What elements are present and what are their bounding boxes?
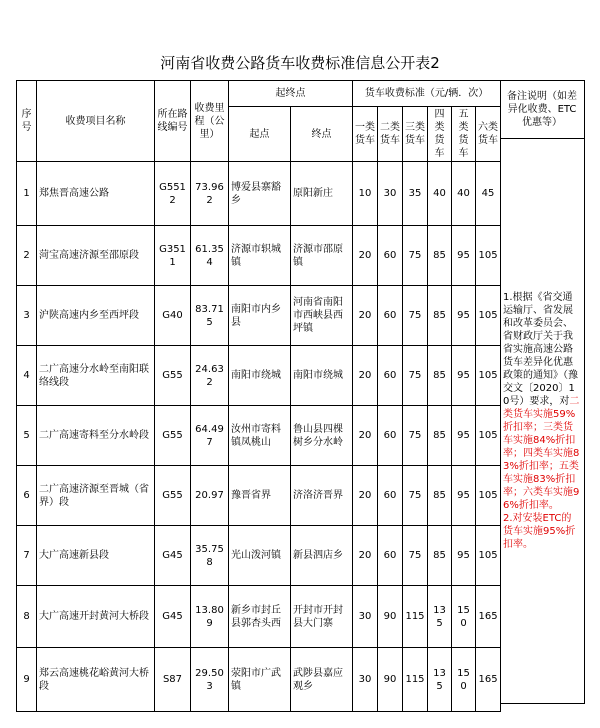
fee-class-6: 165 bbox=[476, 648, 501, 712]
project-name: 二广高速济源至晋城（省界）段 bbox=[37, 466, 155, 526]
table-row bbox=[17, 466, 501, 526]
fee-class-4: 40 bbox=[428, 162, 452, 226]
row-index: 3 bbox=[17, 286, 37, 346]
fee-class-3: 115 bbox=[403, 586, 428, 648]
route-code: G45 bbox=[155, 526, 191, 586]
table-row bbox=[17, 406, 501, 466]
route-code: G5512 bbox=[155, 162, 191, 226]
header-class: 六类货车 bbox=[476, 107, 501, 162]
fee-class-6: 105 bbox=[476, 286, 501, 346]
fee-class-3: 115 bbox=[403, 648, 428, 712]
header-end: 终点 bbox=[291, 107, 353, 162]
table-row bbox=[17, 226, 501, 286]
page-title: 河南省收费公路货车收费标准信息公开表2 bbox=[160, 54, 440, 72]
fee-class-4: 85 bbox=[428, 346, 452, 406]
fee-class-4: 85 bbox=[428, 526, 452, 586]
start-point: 光山泼河镇 bbox=[229, 526, 291, 586]
end-point: 河南省南阳市西峡县西坪镇 bbox=[291, 286, 353, 346]
fee-class-6: 105 bbox=[476, 526, 501, 586]
fee-class-4: 85 bbox=[428, 286, 452, 346]
fee-class-2: 90 bbox=[378, 586, 403, 648]
fee-class-5: 95 bbox=[452, 286, 476, 346]
remarks-note-1: 1.根据《省交通运输厅、省发展和改革委员会、省财政厅关于我省实施高速公路货车差异化优惠政策的通知》（豫交文〔2020〕10号）要求，对 bbox=[503, 292, 578, 407]
row-index: 2 bbox=[17, 226, 37, 286]
start-point: 新乡市封丘县郭杏头西 bbox=[229, 586, 291, 648]
end-point: 原阳新庄 bbox=[291, 162, 353, 226]
fee-class-4: 85 bbox=[428, 466, 452, 526]
fee-class-6: 105 bbox=[476, 226, 501, 286]
start-point: 荥阳市广武镇 bbox=[229, 648, 291, 712]
end-point: 济源市邵原镇 bbox=[291, 226, 353, 286]
end-point: 济洛济晋界 bbox=[291, 466, 353, 526]
fee-class-1: 20 bbox=[353, 226, 378, 286]
fee-class-5: 150 bbox=[452, 648, 476, 712]
row-index: 7 bbox=[17, 526, 37, 586]
fee-class-5: 150 bbox=[452, 586, 476, 648]
header-project: 收费项目名称 bbox=[37, 81, 155, 162]
fee-class-1: 10 bbox=[353, 162, 378, 226]
fee-class-3: 75 bbox=[403, 406, 428, 466]
fee-class-1: 20 bbox=[353, 526, 378, 586]
fee-class-1: 30 bbox=[353, 586, 378, 648]
mileage: 61.354 bbox=[191, 226, 229, 286]
fee-class-2: 60 bbox=[378, 286, 403, 346]
end-point: 新县泗店乡 bbox=[291, 526, 353, 586]
mileage: 73.962 bbox=[191, 162, 229, 226]
project-name: 二广高速分水岭至南阳联络线段 bbox=[37, 346, 155, 406]
fee-class-5: 95 bbox=[452, 406, 476, 466]
mileage: 83.715 bbox=[191, 286, 229, 346]
fee-class-3: 75 bbox=[403, 526, 428, 586]
fee-class-6: 105 bbox=[476, 466, 501, 526]
fee-class-5: 40 bbox=[452, 162, 476, 226]
end-point: 南阳市绕城 bbox=[291, 346, 353, 406]
row-index: 5 bbox=[17, 406, 37, 466]
fee-table bbox=[16, 80, 501, 712]
header-fee-standard: 货车收费标准（元/辆．次） bbox=[353, 81, 501, 107]
fee-class-5: 95 bbox=[452, 526, 476, 586]
project-name: 二广高速寄料至分水岭段 bbox=[37, 406, 155, 466]
mileage: 64.497 bbox=[191, 406, 229, 466]
fee-class-3: 35 bbox=[403, 162, 428, 226]
row-index: 6 bbox=[17, 466, 37, 526]
table-row bbox=[17, 286, 501, 346]
fee-class-5: 95 bbox=[452, 346, 476, 406]
header-class: 四类货车 bbox=[428, 107, 452, 162]
mileage: 13.809 bbox=[191, 586, 229, 648]
project-name: 大广高速新县段 bbox=[37, 526, 155, 586]
row-index: 9 bbox=[17, 648, 37, 712]
project-name: 大广高速开封黄河大桥段 bbox=[37, 586, 155, 648]
remarks-table bbox=[500, 80, 585, 704]
route-code: G55 bbox=[155, 406, 191, 466]
remarks-note-1-discounts: 二类货车实施59%折扣率；三类货车实施84%折扣率；四类车实施83%折扣率；五类车实施83%折扣率；六类车实施96%折扣率。 bbox=[503, 396, 580, 511]
row-index: 1 bbox=[17, 162, 37, 226]
fee-class-1: 20 bbox=[353, 286, 378, 346]
header-class: 五类货车 bbox=[452, 107, 476, 162]
mileage: 20.97 bbox=[191, 466, 229, 526]
end-point: 武陟县嘉应观乡 bbox=[291, 648, 353, 712]
route-code: G55 bbox=[155, 466, 191, 526]
fee-class-2: 60 bbox=[378, 466, 403, 526]
header-remarks: 备注说明（如差异化收费、ETC优惠等） bbox=[500, 81, 585, 139]
mileage: 35.758 bbox=[191, 526, 229, 586]
fee-class-3: 75 bbox=[403, 466, 428, 526]
header-index: 序号 bbox=[17, 81, 37, 162]
fee-class-2: 60 bbox=[378, 406, 403, 466]
fee-class-4: 85 bbox=[428, 226, 452, 286]
fee-class-2: 60 bbox=[378, 346, 403, 406]
remarks-cell bbox=[500, 139, 585, 704]
route-code: G45 bbox=[155, 586, 191, 648]
project-name: 沪陕高速内乡至西坪段 bbox=[37, 286, 155, 346]
project-name: 郑焦晋高速公路 bbox=[37, 162, 155, 226]
table-row bbox=[17, 346, 501, 406]
start-point: 济源市轵城镇 bbox=[229, 226, 291, 286]
fee-class-4: 135 bbox=[428, 648, 452, 712]
header-endpoints: 起终点 bbox=[229, 81, 353, 107]
fee-class-2: 90 bbox=[378, 648, 403, 712]
fee-class-6: 45 bbox=[476, 162, 501, 226]
end-point: 开封市开封县大门寨 bbox=[291, 586, 353, 648]
fee-class-2: 60 bbox=[378, 226, 403, 286]
route-code: G3511 bbox=[155, 226, 191, 286]
route-code: G40 bbox=[155, 286, 191, 346]
mileage: 29.503 bbox=[191, 648, 229, 712]
remarks-note-2: 2.对安装ETC的货车实施95%折扣率。 bbox=[503, 513, 576, 550]
fee-class-6: 165 bbox=[476, 586, 501, 648]
fee-class-3: 75 bbox=[403, 286, 428, 346]
row-index: 8 bbox=[17, 586, 37, 648]
project-name: 菏宝高速济源至邵原段 bbox=[37, 226, 155, 286]
route-code: S87 bbox=[155, 648, 191, 712]
header-class: 一类货车 bbox=[353, 107, 378, 162]
header-mileage: 收费里程（公里） bbox=[191, 81, 229, 162]
header-class: 三类货车 bbox=[403, 107, 428, 162]
fee-class-2: 60 bbox=[378, 526, 403, 586]
header-start: 起点 bbox=[229, 107, 291, 162]
route-code: G55 bbox=[155, 346, 191, 406]
fee-class-4: 135 bbox=[428, 586, 452, 648]
start-point: 豫晋省界 bbox=[229, 466, 291, 526]
fee-class-3: 75 bbox=[403, 226, 428, 286]
fee-class-5: 95 bbox=[452, 226, 476, 286]
fee-class-6: 105 bbox=[476, 406, 501, 466]
fee-class-1: 20 bbox=[353, 466, 378, 526]
end-point: 鲁山县四棵树乡分水岭 bbox=[291, 406, 353, 466]
table-row bbox=[17, 162, 501, 226]
table-row bbox=[17, 586, 501, 648]
fee-class-1: 20 bbox=[353, 346, 378, 406]
start-point: 汝州市寄料镇凤桃山 bbox=[229, 406, 291, 466]
fee-class-1: 20 bbox=[353, 406, 378, 466]
header-class: 二类货车 bbox=[378, 107, 403, 162]
row-index: 4 bbox=[17, 346, 37, 406]
fee-class-2: 30 bbox=[378, 162, 403, 226]
start-point: 博爱县寨豁乡 bbox=[229, 162, 291, 226]
fee-class-4: 85 bbox=[428, 406, 452, 466]
fee-class-6: 105 bbox=[476, 346, 501, 406]
mileage: 24.632 bbox=[191, 346, 229, 406]
table-row bbox=[17, 526, 501, 586]
start-point: 南阳市绕城 bbox=[229, 346, 291, 406]
fee-class-3: 75 bbox=[403, 346, 428, 406]
table-row bbox=[17, 648, 501, 712]
header-route-code: 所在路线编号 bbox=[155, 81, 191, 162]
start-point: 南阳市内乡县 bbox=[229, 286, 291, 346]
fee-class-5: 95 bbox=[452, 466, 476, 526]
project-name: 郑云高速桃花峪黄河大桥段 bbox=[37, 648, 155, 712]
fee-class-1: 30 bbox=[353, 648, 378, 712]
